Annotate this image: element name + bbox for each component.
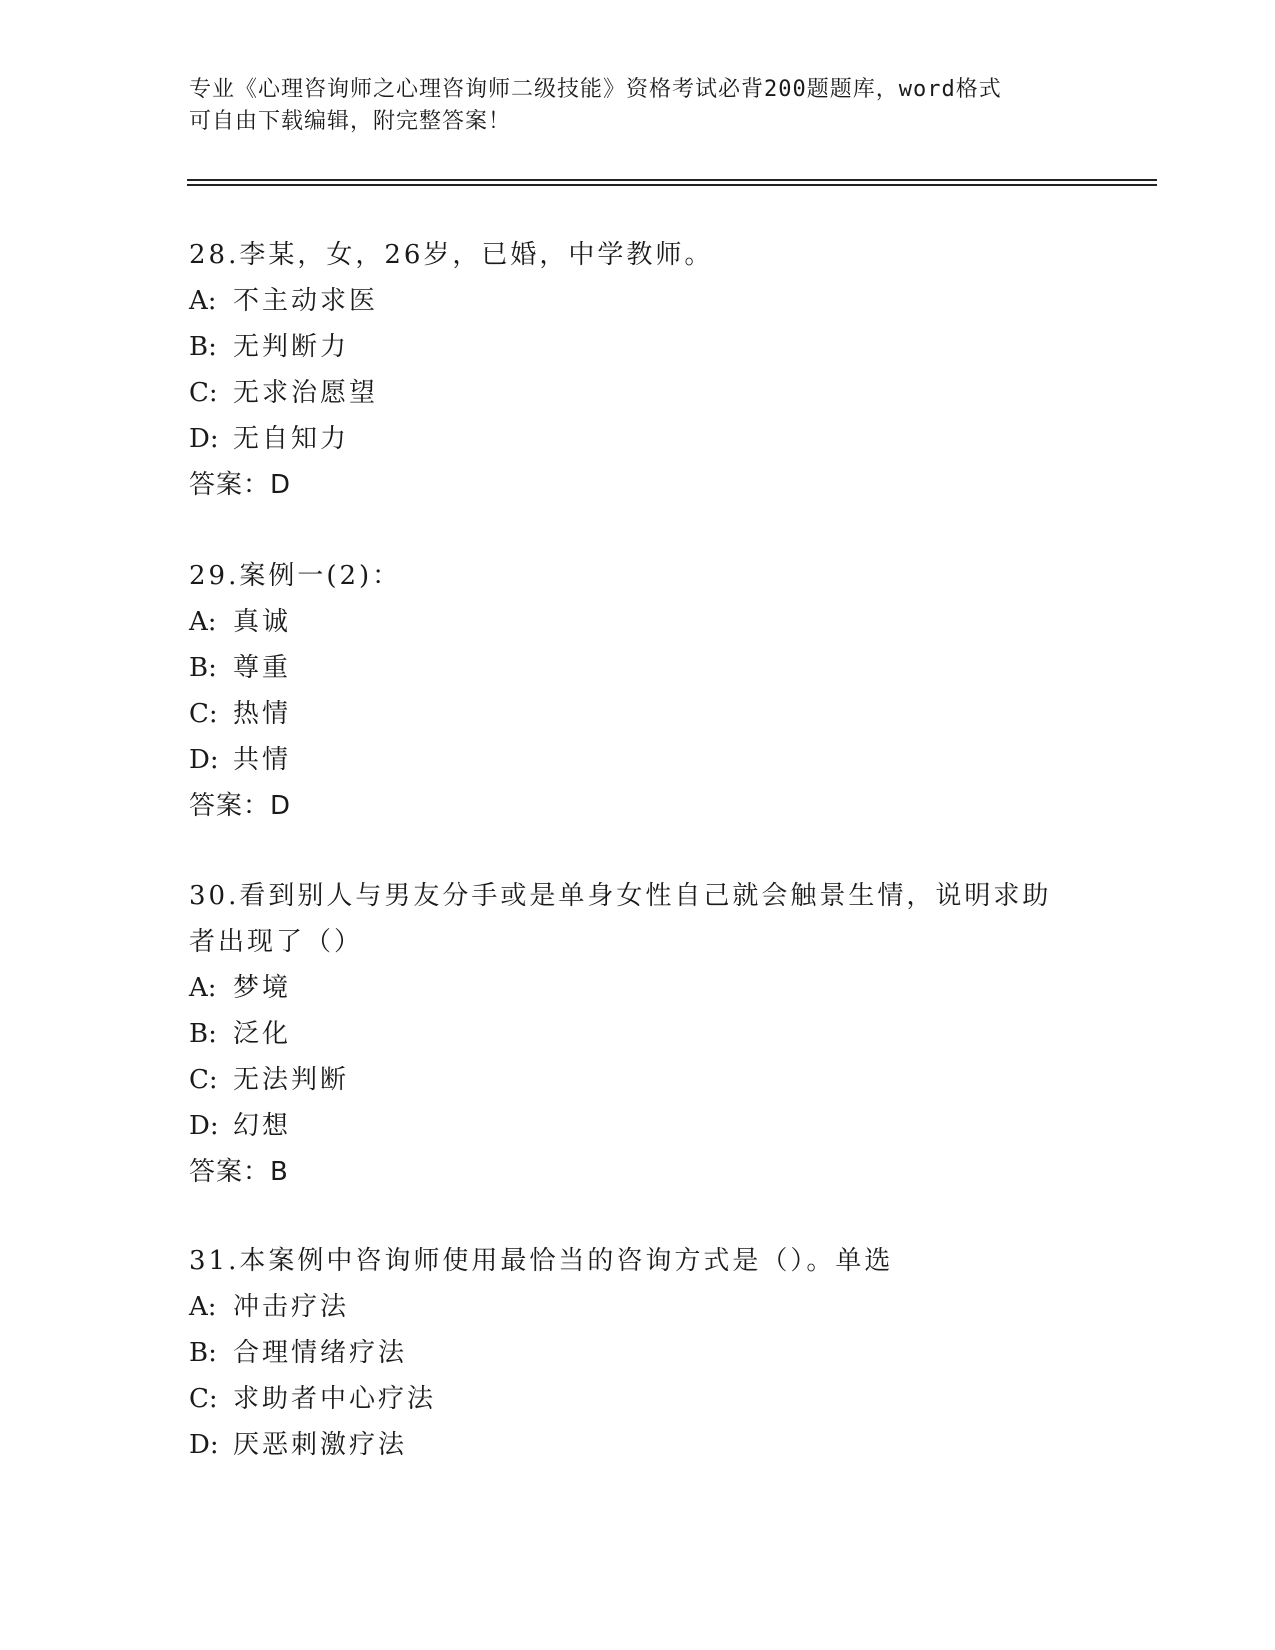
option-d	[189, 1103, 1074, 1149]
option-text: 无求治愿望	[233, 378, 379, 408]
option-letter: A:	[189, 1292, 217, 1322]
option-c	[189, 1057, 1074, 1103]
question-stem: 30.看到别人与男友分手或是单身女性自己就会触景生情，说明求助者出现了（）	[189, 881, 1052, 957]
question-30	[189, 873, 1074, 1195]
answer-value: B	[270, 1157, 289, 1187]
option-text: 共情	[233, 745, 292, 775]
option-c	[189, 370, 1089, 416]
answer-line	[189, 1149, 1074, 1195]
answer-value: D	[270, 791, 292, 821]
option-text: 尊重	[233, 653, 292, 683]
answer-prefix: 答案：	[189, 1157, 271, 1187]
option-d	[189, 416, 1089, 462]
option-a	[189, 278, 1089, 324]
question-28	[189, 232, 1089, 508]
option-a	[189, 599, 1089, 645]
header-divider-top	[187, 179, 1157, 181]
answer-prefix: 答案：	[189, 470, 271, 500]
option-letter: A:	[189, 607, 217, 637]
option-letter: B:	[189, 653, 217, 683]
option-text: 厌恶刺激疗法	[233, 1430, 408, 1460]
option-letter: D:	[189, 745, 219, 775]
option-d	[189, 1422, 1089, 1468]
option-letter: C:	[189, 699, 218, 729]
option-b	[189, 1330, 1089, 1376]
option-c	[189, 691, 1089, 737]
option-text: 梦境	[233, 973, 292, 1003]
question-stem: 29.案例一(2)：	[189, 561, 402, 591]
option-letter: B:	[189, 332, 217, 362]
option-letter: C:	[189, 378, 218, 408]
option-text: 无判断力	[233, 332, 350, 362]
option-d	[189, 737, 1089, 783]
option-letter: C:	[189, 1384, 218, 1414]
option-text: 热情	[233, 699, 292, 729]
header-divider-bottom	[187, 184, 1157, 186]
header-line-2: 可自由下载编辑，附完整答案！	[189, 109, 512, 134]
option-text: 泛化	[233, 1019, 292, 1049]
header-line-1: 专业《心理咨询师之心理咨询师二级技能》资格考试必背200题题库，word格式	[189, 77, 1002, 102]
option-letter: D:	[189, 1111, 219, 1141]
option-text: 求助者中心疗法	[233, 1384, 437, 1414]
answer-line	[189, 462, 1089, 508]
option-letter: D:	[189, 424, 219, 454]
option-text: 合理情绪疗法	[233, 1338, 408, 1368]
question-29	[189, 553, 1089, 829]
option-letter: C:	[189, 1065, 218, 1095]
question-31	[189, 1238, 1089, 1468]
answer-line	[189, 783, 1089, 829]
option-letter: B:	[189, 1019, 217, 1049]
answer-value: D	[270, 470, 292, 500]
option-letter: A:	[189, 973, 217, 1003]
answer-prefix: 答案：	[189, 791, 271, 821]
option-a	[189, 1284, 1089, 1330]
document-header	[189, 74, 1089, 138]
question-stem: 28.李某，女，26岁，已婚，中学教师。	[189, 240, 714, 270]
option-c	[189, 1376, 1089, 1422]
option-text: 不主动求医	[233, 286, 379, 316]
option-b	[189, 324, 1089, 370]
option-a	[189, 965, 1074, 1011]
option-letter: D:	[189, 1430, 219, 1460]
question-stem: 31.本案例中咨询师使用最恰当的咨询方式是（）。单选	[189, 1246, 894, 1276]
option-b	[189, 645, 1089, 691]
option-text: 真诚	[233, 607, 292, 637]
option-text: 幻想	[233, 1111, 292, 1141]
option-text: 无法判断	[233, 1065, 350, 1095]
option-text: 无自知力	[233, 424, 350, 454]
option-letter: B:	[189, 1338, 217, 1368]
option-b	[189, 1011, 1074, 1057]
option-letter: A:	[189, 286, 217, 316]
option-text: 冲击疗法	[233, 1292, 350, 1322]
